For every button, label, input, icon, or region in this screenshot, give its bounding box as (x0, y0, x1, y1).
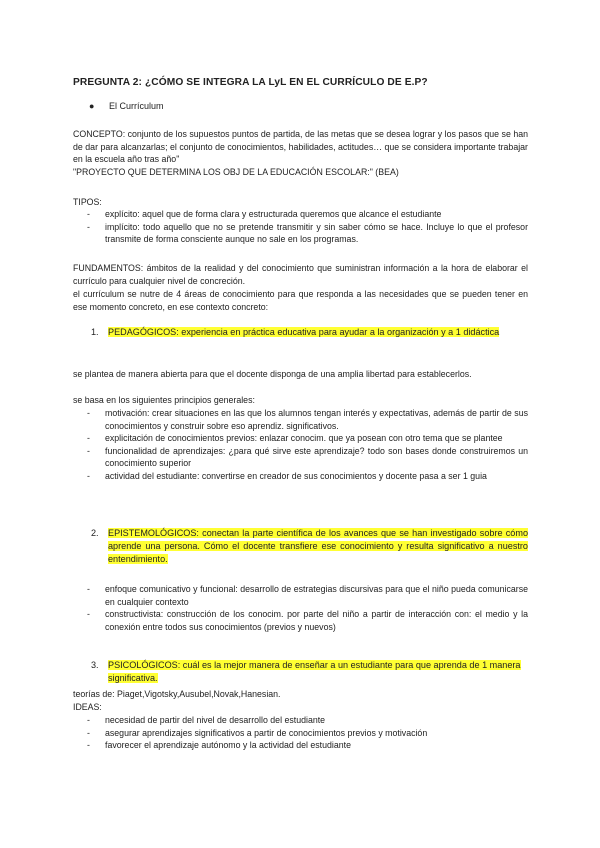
area-epistemologicos: 2. EPISTEMOLÓGICOS: conectan la parte científica de los avances que se han investigado sobre cómo aprende una persona. Cómo el docente transfiere ese conocimiento y resulta significativo a nuestro entendimiento. (91, 528, 528, 564)
list-item: - implícito: todo aquello que no se pretende transmitir y sin saber cómo se hace. Incluye lo que el profesor transmite de forma consciente aunque no sale en los programas. (87, 221, 528, 244)
page-title: PREGUNTA 2: ¿CÓMO SE INTEGRA LA LyL EN EL CURRÍCULO DE E.P? (73, 77, 428, 88)
list-item: - funcionalidad de aprendizajes: ¿para qué sirve este aprendizaje? todo son bases donde construiremos un conocimiento superior (87, 445, 528, 468)
list-item: - asegurar aprendizajes significativos a partir de conocimientos previos y motivación (87, 727, 428, 738)
pedagogicos-text2: se basa en los siguientes principios generales: (73, 395, 255, 405)
list-item: - enfoque comunicativo y funcional: desarrollo de estrategias discursivas para que el niño pueda comunicarse en cualquier contexto (87, 584, 528, 607)
concepto-quote: "PROYECTO QUE DETERMINA LOS OBJ DE LA EDUCACIÓN ESCOLAR:" (BEA) (73, 167, 399, 177)
bullet-icon: ● (89, 101, 95, 111)
ideas-list (73, 714, 528, 752)
ideas-label: IDEAS: (73, 702, 102, 712)
list-item: - favorecer el aprendizaje autónomo y la actividad del estudiante (87, 740, 351, 750)
pedagogicos-list (73, 407, 528, 482)
list-item: - actividad del estudiante: convertirse en creador de sus conocimientos y docente pasa a ser 1 guia (87, 470, 487, 481)
list-item: - explícito: aquel que de forma clara y estructurada queremos que alcance el estudiante (87, 209, 442, 219)
fundamentos-paragraph: FUNDAMENTOS: ámbitos de la realidad y del conocimiento que suministran información a la hora de elaborar el currículo para cualquier nivel de concreción. (73, 263, 528, 286)
bullet-item: El Currículum (109, 101, 164, 111)
tipos-label: TIPOS: (73, 197, 102, 207)
highlighted-text: PSICOLÓGICOS: cuál es la mejor manera de enseñar a un estudiante para que aprenda de 1 manera significativa. (108, 660, 521, 683)
area-psicologicos: 3. PSICOLÓGICOS: cuál es la mejor manera de enseñar a un estudiante para que aprenda de 1 manera significativa. (91, 660, 521, 683)
fundamentos-intro: el currículum se nutre de 4 áreas de conocimiento para que responda a las necesidades que se pueden tener en ese momento concreto, en ese contexto concreto: (73, 289, 528, 312)
epistemologicos-list (73, 583, 528, 633)
list-item: - motivación: crear situaciones en las que los alumnos tengan interés y expectativas, además de partir de sus conocimientos y construir sobre eso aprendiz. significativos. (87, 408, 528, 431)
area-pedagogicos: 1. PEDAGÓGICOS: experiencia en práctica educativa para ayudar a la organización y a 1 didáctica (91, 327, 500, 337)
list-item: - constructivista: construcción de los conocim. por parte del niño a partir de interacción con: el medio y la conexión entre todos sus conocimientos (previos y nuevos) (87, 609, 528, 632)
list-item: - necesidad de partir del nivel de desarrollo del estudiante (87, 715, 326, 725)
list-item: - explicitación de conocimientos previos: enlazar conocim. que ya posean con otro tema que se plantee (87, 433, 503, 443)
tipos-list (73, 208, 528, 246)
highlighted-text: EPISTEMOLÓGICOS: conectan la parte científica de los avances que se han investigado sobre cómo aprende una persona. Cómo el docente transfiere ese conocimiento y resulta significativo a nuestro entendimiento. (108, 528, 528, 564)
highlighted-text: PEDAGÓGICOS: experiencia en práctica educativa para ayudar a la organización y a 1 didáctica (108, 327, 500, 337)
teorias-line: teorías de: Piaget,Vigotsky,Ausubel,Novak,Hanesian. (73, 689, 281, 699)
concepto-paragraph: CONCEPTO: conjunto de los supuestos puntos de partida, de las metas que se desea lograr y los pasos que se han de dar para alcanzarlas; el conjunto de conocimientos, habilidades, actitudes… que se considera importante trabajar en la escuela año tras año" (73, 129, 528, 164)
pedagogicos-text1: se plantea de manera abierta para que el docente disponga de una amplia libertad para establecerlos. (73, 369, 472, 379)
